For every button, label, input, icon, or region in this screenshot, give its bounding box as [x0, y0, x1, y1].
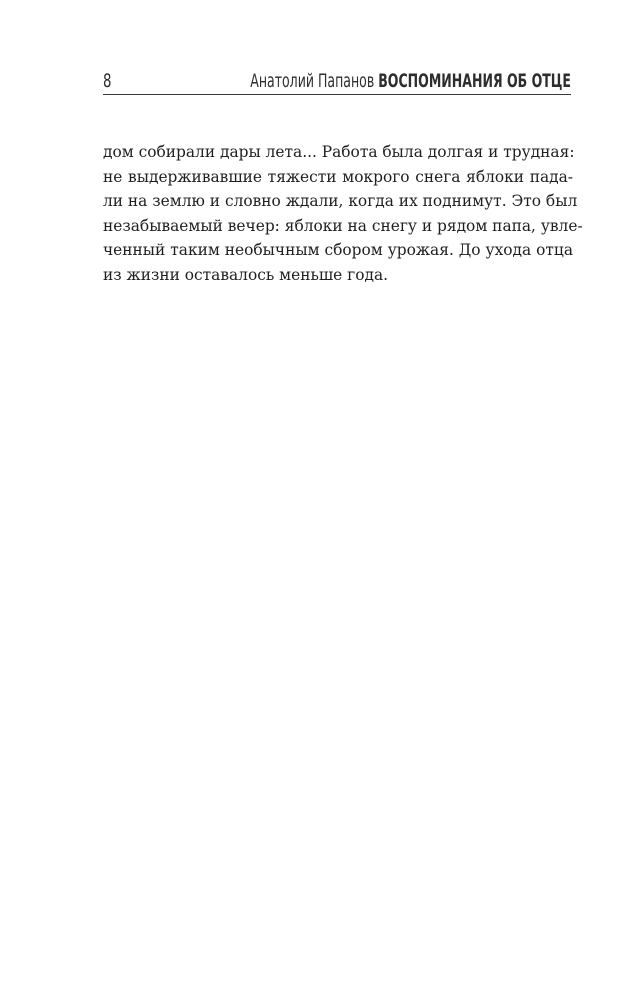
header-title: ВОСПОМИНАНИЯ ОБ ОТЦЕ: [378, 70, 571, 92]
header-author: Анатолий Папанов: [250, 70, 375, 92]
running-header: [103, 62, 571, 95]
text-line: не выдерживавшие тяжести мокрого снега яблоки пада-: [103, 167, 573, 186]
text-line: ли на землю и словно ждали, когда их поднимут. Это был: [103, 192, 578, 210]
body-paragraph: [103, 140, 583, 287]
text-line: дом собирали дары лета... Работа была долгая и трудная:: [103, 143, 575, 161]
text-line: ченный таким необычным сбором урожая. До ухода отца: [103, 241, 573, 259]
text-line: незабываемый вечер: яблоки на снегу и рядом папа, увле-: [103, 216, 583, 235]
header-book-info: [250, 72, 571, 91]
text-line: из жизни оставалось меньше года.: [103, 265, 389, 284]
page-number: 8: [103, 70, 112, 92]
